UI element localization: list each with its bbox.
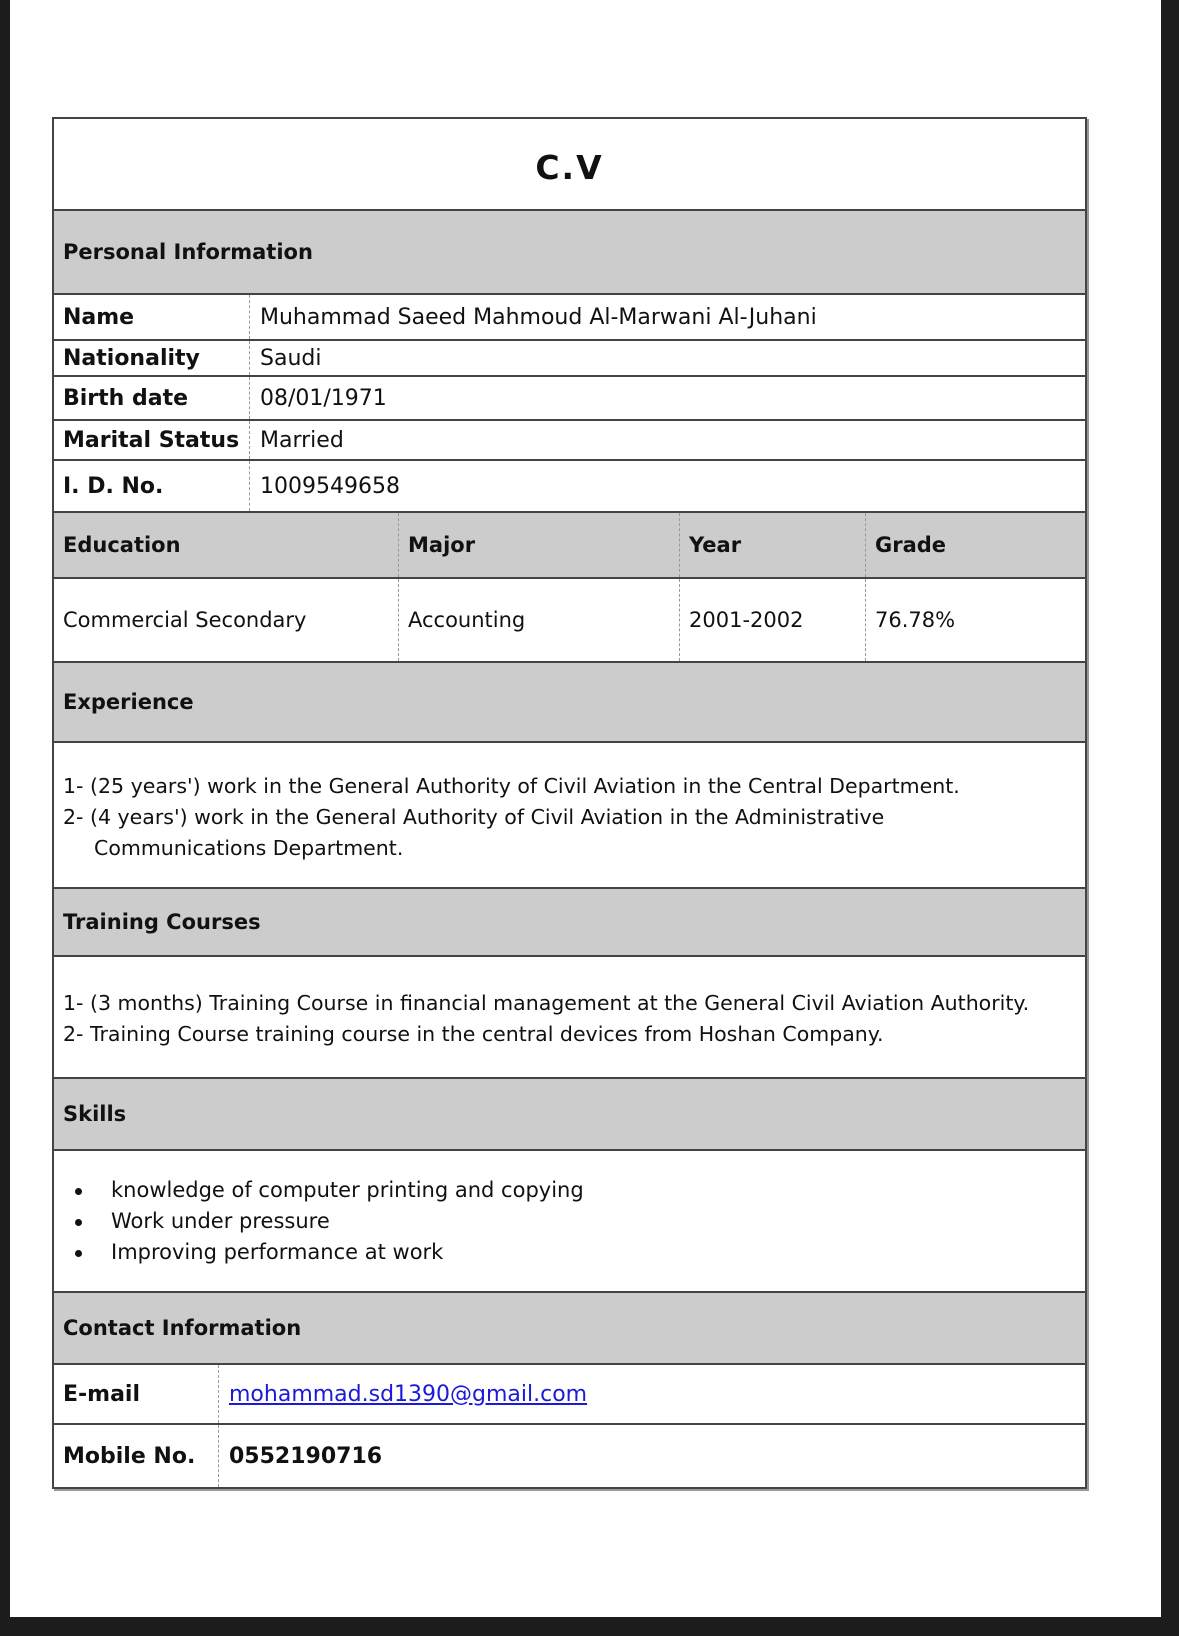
experience-heading: Experience [63, 690, 194, 714]
field-row-marital-status [54, 421, 1085, 461]
personal-heading: Personal Information [63, 240, 313, 264]
experience-item-2: 2- (4 years') work in the General Authority of Civil Aviation in the Administrative [63, 805, 885, 829]
education-col-year: Year [679, 513, 865, 577]
skills-list [54, 1175, 1085, 1268]
section-header-experience [54, 663, 1085, 743]
skill-item: Work under pressure [54, 1206, 1085, 1237]
contact-row-mobile [54, 1425, 1085, 1487]
field-label: Name [54, 295, 250, 339]
education-col-education: Education [63, 533, 181, 557]
field-label: Marital Status [54, 421, 250, 459]
training-heading: Training Courses [63, 910, 261, 934]
skills-content [54, 1151, 1085, 1293]
education-cell-major: Accounting [398, 579, 679, 661]
mobile-label: Mobile No. [54, 1425, 219, 1487]
training-item-2: 2- Training Course training course in the central devices from Hoshan Company. [63, 1022, 884, 1046]
education-cell-year: 2001-2002 [679, 579, 865, 661]
field-label: I. D. No. [54, 461, 250, 511]
mobile-value: 0552190716 [229, 1443, 383, 1469]
field-label: Birth date [54, 377, 250, 419]
email-value [219, 1382, 1085, 1407]
section-header-contact [54, 1293, 1085, 1365]
section-header-skills [54, 1079, 1085, 1151]
education-cell-grade: 76.78% [865, 579, 1085, 661]
contact-heading: Contact Information [63, 1316, 302, 1340]
field-value-id-no: 1009549658 [260, 473, 400, 499]
training-item-1: 1- (3 months) Training Course in financial management at the General Civil Aviation Authority. [63, 991, 1030, 1015]
field-label: Nationality [54, 341, 250, 375]
education-col-grade: Grade [865, 513, 1085, 577]
field-row-nationality [54, 341, 1085, 377]
education-header-row [54, 513, 1085, 579]
cv-title-row [54, 119, 1085, 211]
skill-item: Improving performance at work [54, 1237, 1085, 1268]
bullet-icon [75, 1188, 82, 1195]
field-row-id-no [54, 461, 1085, 513]
education-cell-degree: Commercial Secondary [63, 608, 307, 632]
email-link[interactable]: mohammad.sd1390@gmail.com [229, 1381, 588, 1407]
education-row [54, 579, 1085, 663]
email-label: E-mail [54, 1365, 219, 1423]
field-row-name [54, 295, 1085, 341]
cv-title: C.V [535, 147, 604, 187]
field-value-birth-date: 08/01/1971 [260, 385, 387, 411]
section-header-training [54, 889, 1085, 957]
document-page [10, 0, 1161, 1617]
contact-row-email [54, 1365, 1085, 1425]
experience-item-2-continuation: Communications Department. [94, 836, 404, 860]
bullet-icon [75, 1250, 82, 1257]
experience-content [54, 743, 1085, 889]
section-header-personal [54, 211, 1085, 295]
training-content [54, 957, 1085, 1079]
field-value-marital-status: Married [260, 427, 344, 453]
experience-item-1: 1- (25 years') work in the General Authority of Civil Aviation in the Central Department. [63, 774, 960, 798]
skill-item: knowledge of computer printing and copying [54, 1175, 1085, 1206]
field-value-nationality: Saudi [260, 345, 322, 371]
bullet-icon [75, 1219, 82, 1226]
cv-table [52, 117, 1087, 1489]
field-value-name: Muhammad Saeed Mahmoud Al-Marwani Al-Juhani [260, 304, 817, 330]
education-col-major: Major [398, 513, 679, 577]
field-row-birth-date [54, 377, 1085, 421]
skills-heading: Skills [63, 1102, 127, 1126]
